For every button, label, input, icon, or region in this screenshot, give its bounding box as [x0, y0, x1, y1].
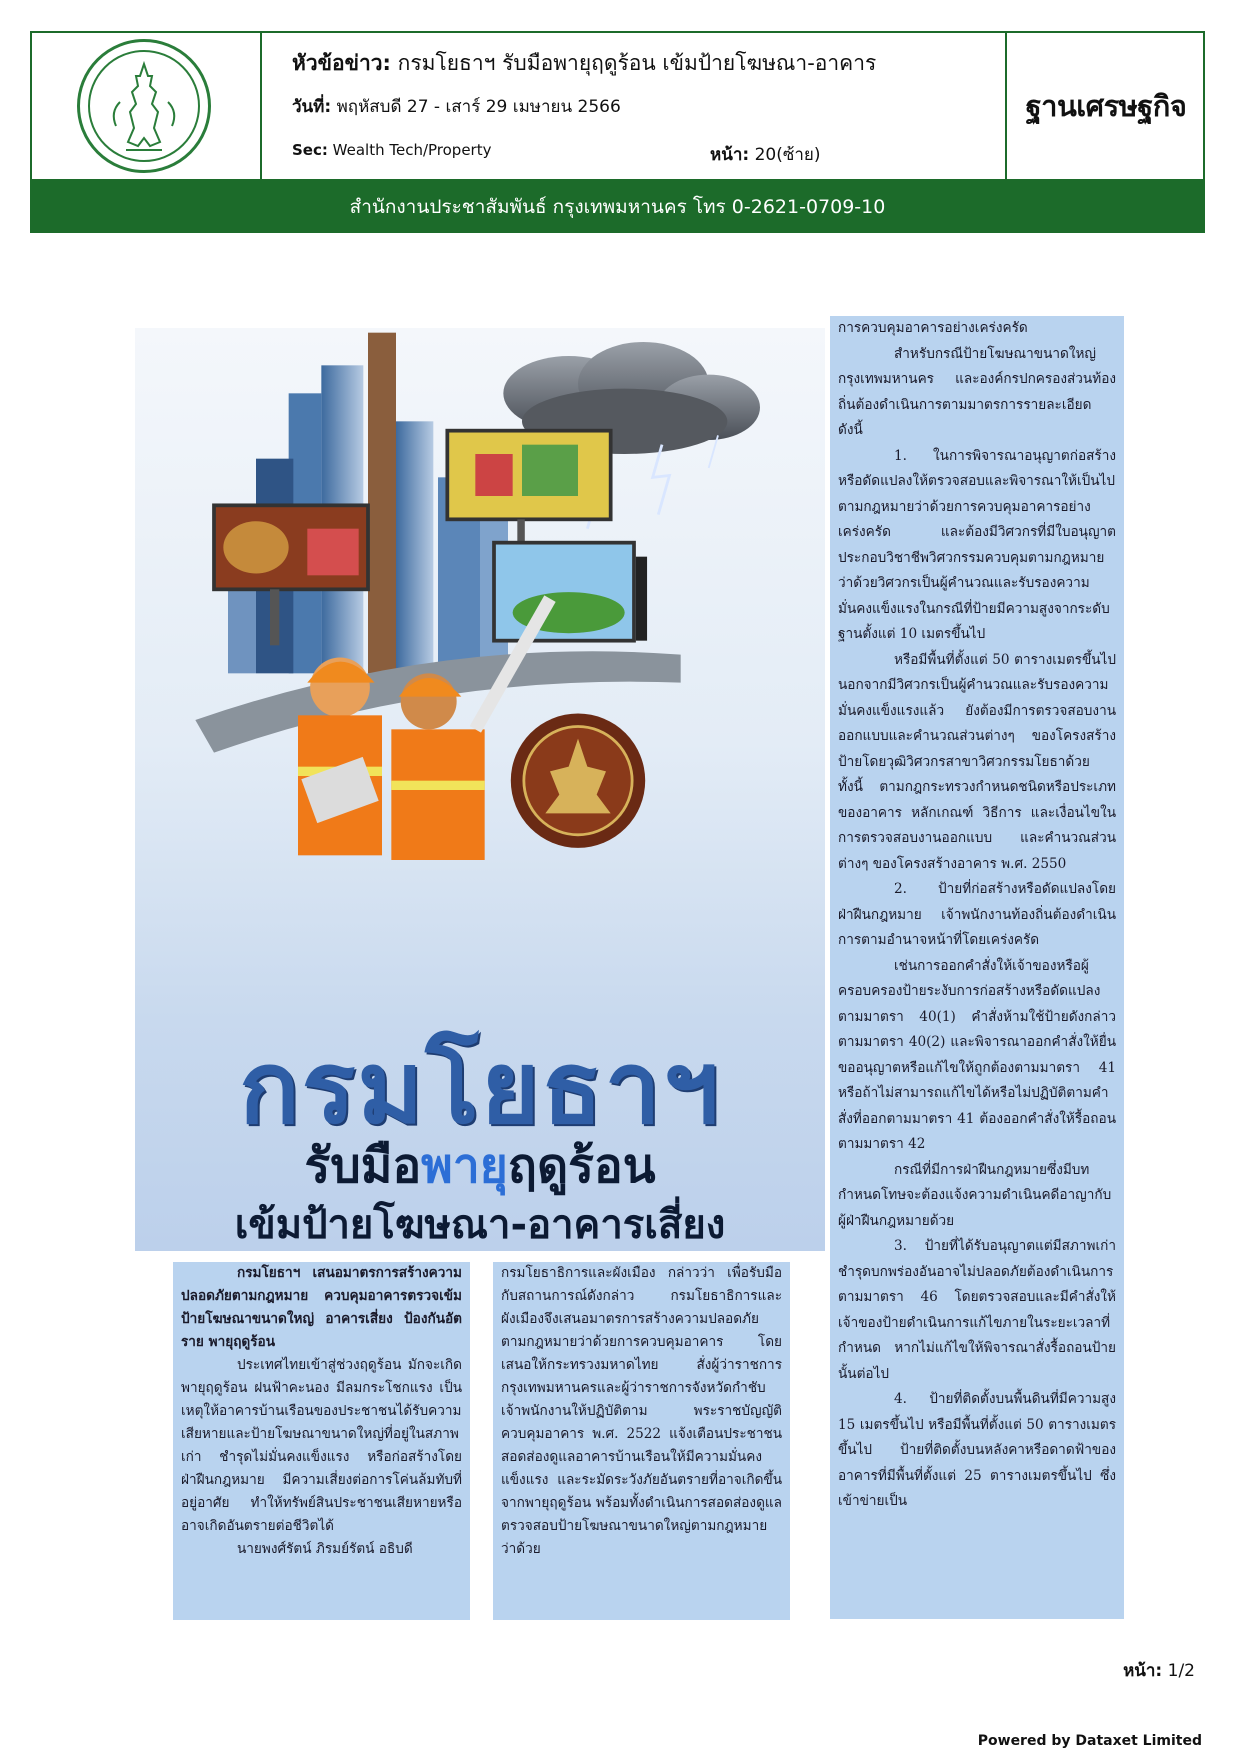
section-text: Wealth Tech/Property: [332, 141, 492, 159]
page-value: 20(ซ้าย): [754, 145, 821, 165]
paragraph: เช่นการออกคำสั่งให้เจ้าของหรือผู้ครอบครองป้ายระงับการก่อสร้างหรือดัดแปลงตามมาตรา 40(1) คำสั่งห้ามใช้ป้ายดังกล่าวตามมาตรา 40(2) และพิจารณาออกคำสั่งให้ยื่นขออนุญาตหรือแก้ไขให้ถูกต้องตามมาตรา 41 หรือถ้าไม่สามารถแก้ไขได้หรือไม่ปฏิบัติตามคำสั่งที่ออกตามมาตรา 41 ต้องออกคำสั่งให้รื้อถอนตามมาตรา 42: [838, 957, 1116, 1152]
powered-by: Powered by Dataxet Limited: [977, 1733, 1202, 1749]
paragraph: ประเทศไทยเข้าสู่ช่วงฤดูร้อน มักจะเกิดพายุฤดูร้อน ฝนฟ้าคะนอง มีลมกระโชกแรง เป็นเหตุให้อาคารบ้านเรือนของประชาชนได้รับความเสียหายและป้ายโฆษณาขนาดใหญ่ที่อยู่ในสภาพเก่า ชำรุดไม่มั่นคงแข็งแรง หรือก่อสร้างโดยฝ่าฝืนกฎหมาย มีความเสี่ยงต่อการโค่นล้มทับที่อยู่อาศัย ทำให้ทรัพย์สินประชาชนเสียหายหรืออาจเกิดอันตรายต่อชีวิตได้: [181, 1357, 462, 1534]
article-right-column: [830, 316, 1124, 1619]
dpt-seal-icon: [511, 713, 645, 847]
clipping-header: [30, 31, 1205, 181]
city-storm-illustration: [135, 328, 825, 888]
office-bar-text: สำนักงานประชาสัมพันธ์ กรุงเทพมหานคร โทร 0-2621-0709-10: [349, 196, 886, 218]
article-left-column: [173, 1262, 470, 1620]
page-ref: [710, 141, 821, 168]
section-row: [292, 141, 491, 159]
paragraph: 4. ป้ายที่ติดตั้งบนพื้นดินที่มีความสูง 15 เมตรขึ้นไป หรือมีพื้นที่ตั้งแต่ 50 ตารางเมตรขึ้นไป ป้ายที่ติดตั้งบนหลังคาหรือดาดฟ้าของอาคารที่มีพื้นที่ตั้งแต่ 25 ตารางเมตรขึ้นไป ซึ่งเข้าข่ายเป็น: [838, 1391, 1116, 1509]
paragraph: หรือมีพื้นที่ตั้งแต่ 50 ตารางเมตรขึ้นไป นอกจากมีวิศวกรเป็นผู้คำนวณและรับรองความมั่นคงแข็งแรงแล้ว ยังต้องมีการตรวจสอบงานออกแบบและคำนวณส่วนต่างๆ ของโครงสร้างป้ายโดยวุฒิวิศวกรสาขาวิศวกรรมโยธาด้วย ทั้งนี้ ตามกฎกระทรวงกำหนดชนิดหรือประเภทของอาคาร หลักเกณฑ์ วิธีการ และเงื่อนไขในการตรวจสอบงานออกแบบ และคำนวณส่วนต่างๆ ของโครงสร้างอาคาร พ.ศ. 2550: [838, 651, 1116, 872]
paragraph: 2. ป้ายที่ก่อสร้างหรือดัดแปลงโดยฝ่าฝืนกฎหมาย เจ้าพนักงานท้องถิ่นต้องดำเนินการตามอำนาจหน้าที่โดยเคร่งครัด: [838, 881, 1116, 948]
paragraph: กรณีที่มีการฝ่าฝืนกฎหมายซึ่งมีบทกำหนดโทษจะต้องแจ้งความดำเนินคดีอาญากับผู้ฝ่าฝืนกฎหมายด้วย: [838, 1161, 1112, 1229]
footer-page-label: หน้า:: [1123, 1661, 1163, 1681]
nature-billboard-icon: [494, 543, 647, 641]
section-label: Sec:: [292, 141, 328, 159]
paragraph: 1. ในการพิจารณาอนุญาตก่อสร้างหรือดัดแปลงให้ตรวจสอบและพิจารณาให้เป็นไปตามกฎหมายว่าด้วยการควบคุมอาคารอย่างเคร่งครัด และต้องมีวิศวกรที่มีใบอนุญาตประกอบวิชาชีพวิศวกรรมควบคุมตามกฎหมายว่าด้วยวิศวกรเป็นผู้คำนวณและรับรองความมั่นคงแข็งแรงในกรณีที่ป้ายมีความสูงจากระดับฐานตั้งแต่ 10 เมตรขึ้นไป: [838, 447, 1116, 642]
date-row: [292, 93, 621, 120]
office-bar: [30, 181, 1205, 233]
publication-name: ฐานเศรษฐกิจ: [1025, 89, 1187, 123]
headline-row: [292, 47, 876, 80]
lead-paragraph: กรมโยธาฯ เสนอมาตรการสร้างความปลอดภัยตามกฎหมาย ควบคุมอาคารตรวจเข้มป้ายโฆษณาขนาดใหญ่ อาคารเสี่ยง ป้องกันอัตราย พายุฤดูร้อน: [181, 1265, 462, 1350]
footer-page-value: 1/2: [1167, 1661, 1195, 1681]
paragraph: กรมโยธาธิการและผังเมือง กล่าวว่า เพื่อรับมือกับสถานการณ์ดังกล่าว กรมโยธาธิการและผังเมืองจึงเสนอมาตรการสร้างความปลอดภัยตามกฎหมายว่าด้วยการควบคุมอาคาร โดยเสนอให้กระทรวงมหาดไทย สั่งผู้ว่าราชการกรุงเทพมหานครและผู้ว่าราชการจังหวัดกำชับเจ้าพนักงานให้ปฏิบัติตาม พระราชบัญญัติควบคุมอาคาร พ.ศ. 2522 แจ้งเตือนประชาชนสอดส่องดูแลอาคารบ้านเรือนให้มีความมั่นคงแข็งแรง และระมัดระวังภัยอันตรายที่อาจเกิดขึ้นจากพายุฤดูร้อน พร้อมทั้งดำเนินการสอดส่องดูแลตรวจสอบป้ายโฆษณาขนาดใหญ่ตามกฎหมายว่าด้วย: [501, 1265, 782, 1557]
headline-label: หัวข้อข่าว:: [292, 51, 391, 75]
page-label: หน้า:: [710, 145, 750, 165]
paragraph: สำหรับกรณีป้ายโฆษณาขนาดใหญ่ กรุงเทพมหานคร และองค์กรปกครองส่วนท้องถิ่นต้องดำเนินการตามมาตรการรายละเอียดดังนี้: [838, 345, 1116, 438]
hero-title-line2-a: รับมือ: [304, 1138, 422, 1194]
paragraph: การควบคุมอาคารอย่างเคร่งครัด: [838, 320, 1028, 336]
hero-title-main: กรมโยธาฯ: [239, 1029, 721, 1146]
date-label: วันที่:: [292, 97, 332, 117]
hero-title-line2-b: พายุ: [421, 1138, 508, 1194]
hero-illustration: [135, 328, 825, 1251]
paragraph: นายพงศ์รัตน์ ภิรมย์รัตน์ อธิบดี: [237, 1541, 413, 1557]
paragraph: 3. ป้ายที่ได้รับอนุญาตแต่มีสภาพเก่าชำรุดบกพร่องอันอาจไม่ปลอดภัยต้องดำเนินการตามมาตรา 46 โดยตรวจสอบและมีคำสั่งให้เจ้าของป้ายดำเนินการแก้ไขภายในระยะเวลาที่กำหนด หากไม่แก้ไขให้พิจารณาสั่งรื้อถอนป้ายนั้นต่อไป: [838, 1238, 1116, 1382]
article-middle-column: [493, 1262, 790, 1620]
hero-title-line3: เข้มป้ายโฆษณา-อาคารเสี่ยง: [234, 1202, 726, 1248]
bangkok-seal-icon: [77, 39, 211, 173]
info-cell: [262, 33, 1007, 179]
hero-title-line2-c: ฤดูร้อน: [507, 1138, 656, 1194]
headline-text: กรมโยธาฯ รับมือพายุฤดูร้อน เข้มป้ายโฆษณา-อาคาร: [397, 51, 877, 75]
date-text: พฤหัสบดี 27 - เสาร์ 29 เมษายน 2566: [336, 97, 621, 117]
brand-cell: [1007, 33, 1205, 179]
logo-cell: [32, 33, 262, 179]
footer-page: [1123, 1657, 1195, 1684]
